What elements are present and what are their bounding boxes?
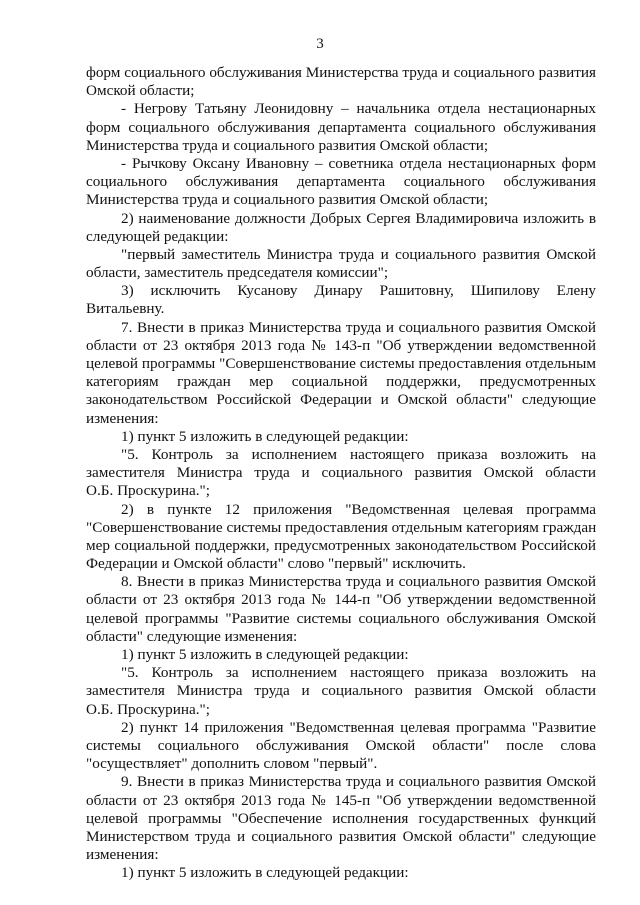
text-line: целевой программы "Обеспечение исполнения государственных функций xyxy=(86,809,596,827)
text-line: 3) исключить Кусанову Динару Рашитовну, Шипилову Елену xyxy=(121,282,596,300)
text-line: изменения: xyxy=(86,846,159,864)
text-line: "5. Контроль за исполнением настоящего приказа возложить на xyxy=(121,664,596,682)
text-line: области, заместитель председателя комиссии"; xyxy=(86,264,389,282)
text-line: Министерством труда и социального развития Омской области" следующие xyxy=(86,827,596,845)
text-line: форм социального обслуживания департамента социального обслуживания xyxy=(86,118,596,136)
text-line: области от 23 октября 2013 года № 144-п "Об утверждении ведомственной xyxy=(86,591,596,609)
text-line: целевой программы "Развитие системы социального обслуживания Омской xyxy=(86,609,596,627)
text-line: следующей редакции: xyxy=(86,227,229,245)
text-line: Омской области; xyxy=(86,82,195,100)
text-line: форм социального обслуживания Министерства труда и социального развития xyxy=(86,64,596,81)
text-line: 2) пункт 14 приложения "Ведомственная целевая программа "Развитие xyxy=(121,718,596,736)
text-line: О.Б. Проскурина."; xyxy=(86,482,210,500)
text-line: - Рычкову Оксану Ивановну – советника отдела нестационарных форм xyxy=(121,154,596,172)
text-line: 9. Внести в приказ Министерства труда и социального развития Омской xyxy=(121,773,596,791)
text-line: 2) наименование должности Добрых Сергея Владимировича изложить в xyxy=(121,209,596,227)
text-line: системы социального обслуживания Омской области" после слова xyxy=(86,736,596,754)
text-line: целевой программы "Совершенствование системы предоставления отдельным xyxy=(86,355,596,372)
text-line: 1) пункт 5 изложить в следующей редакции: xyxy=(121,864,409,882)
text-line: 1) пункт 5 изложить в следующей редакции: xyxy=(121,427,409,445)
document-body xyxy=(86,64,596,882)
page-number: 3 xyxy=(316,36,324,52)
text-line: Министерства труда и социального развития Омской области; xyxy=(86,191,489,209)
text-line: 1) пункт 5 изложить в следующей редакции: xyxy=(121,646,409,663)
text-line: заместителя Министра труда и социального развития Омской области xyxy=(86,682,596,700)
text-line: Федерации и Омской области" слово "первый" исключить. xyxy=(86,555,466,573)
text-line: "первый заместитель Министра труда и социального развития Омской xyxy=(121,245,596,263)
text-line: области" следующие изменения: xyxy=(86,627,298,645)
text-line: заместителя Министра труда и социального развития Омской области xyxy=(86,464,596,482)
text-line: категориям граждан мер социальной поддержки, предусмотренных xyxy=(86,373,596,391)
text-line: О.Б. Проскурина."; xyxy=(86,700,210,718)
text-line: 2) в пункте 12 приложения "Ведомственная целевая программа xyxy=(121,500,596,518)
text-line: "осуществляет" дополнить словом "первый". xyxy=(86,755,378,773)
text-line: социального обслуживания департамента социального обслуживания xyxy=(86,173,596,191)
text-line: законодательством Российской Федерации и Омской области" следующие xyxy=(86,391,596,409)
text-line: изменения: xyxy=(86,409,159,427)
text-line: Министерства труда и социального развития Омской области; xyxy=(86,136,489,154)
text-line: области от 23 октября 2013 года № 145-п "Об утверждении ведомственной xyxy=(86,791,596,809)
text-line: 7. Внести в приказ Министерства труда и социального развития Омской xyxy=(121,318,596,336)
text-line: мер социальной поддержки, предусмотренных законодательством Российской xyxy=(86,536,596,554)
text-line: 8. Внести в приказ Министерства труда и социального развития Омской xyxy=(121,573,596,591)
text-line: Витальевну. xyxy=(86,300,165,318)
text-line: области от 23 октября 2013 года № 143-п "Об утверждении ведомственной xyxy=(86,336,596,354)
text-line: - Негрову Татьяну Леонидовну – начальника отдела нестационарных xyxy=(121,100,596,118)
text-line: "Совершенствование системы предоставления отдельным категориям граждан xyxy=(86,518,597,536)
text-line: "5. Контроль за исполнением настоящего приказа возложить на xyxy=(121,445,596,463)
